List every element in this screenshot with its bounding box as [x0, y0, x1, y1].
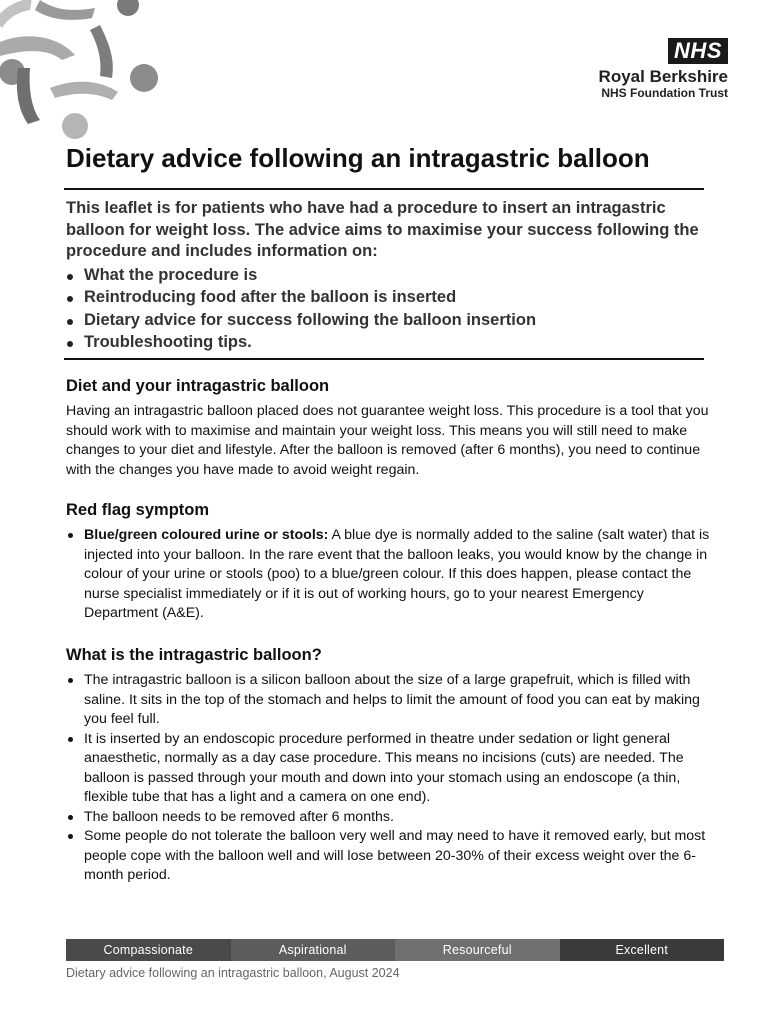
value-compassionate: Compassionate: [66, 939, 231, 961]
list-item: Some people do not tolerate the balloon very well and may need to have it removed early, but most people cope with the balloon well and will lose between 20-30% of their excess weight over the 6-month period.: [66, 827, 712, 886]
list-item: The balloon needs to be removed after 6 months.: [66, 808, 712, 828]
intro-divider: [64, 358, 704, 360]
list-item: The intragastric balloon is a silicon balloon about the size of a large grapefruit, which is filled with saline. It sits in the top of the stomach and helps to limit the amount of food you can eat by making you feel full.: [66, 671, 712, 730]
red-flag-item: [66, 526, 712, 624]
footer-text: Dietary advice following an intragastric balloon, August 2024: [66, 966, 400, 980]
nhs-trust-logo: [599, 38, 728, 100]
section-heading: Red flag symptom: [66, 501, 210, 519]
section-heading: What is the intragastric balloon?: [66, 646, 322, 664]
value-aspirational: Aspirational: [231, 939, 396, 961]
intro-list: [66, 264, 706, 354]
intro-summary: [66, 198, 706, 354]
value-excellent: Excellent: [560, 939, 725, 961]
section-heading: Diet and your intragastric balloon: [66, 377, 330, 395]
section-body: Having an intragastric balloon placed does not guarantee weight loss. This procedure is a tool that you should work with to maximise and maintain your weight loss. This means you will still need to make changes to your diet and lifestyle. After the balloon is removed (after 6 months), you need to continue with the changes you have made to avoid weight regain.: [66, 403, 709, 478]
nhs-badge: NHS: [668, 38, 728, 64]
page-title: Dietary advice following an intragastric balloon: [66, 143, 650, 173]
red-flag-text: A blue dye is normally added to the saline (salt water) that is injected into your balloon. In the rare event that the balloon leaks, you would know by the change in colour of your urine or stools (poo) to a blue/green colour. If this does happen, please contact the nurse specialist immediately or if it is out of working hours, go to your nearest Emergency Department (A&E).: [84, 527, 710, 621]
list-item: It is inserted by an endoscopic procedure performed in theatre under sedation or light general anaesthetic, normally as a day case procedure. This means no incisions (cuts) are needed. The balloon is passed through your mouth and down into your stomach using an endoscope (a thin, flexible tube that has a light and a camera on one end).: [66, 730, 712, 808]
red-flag-label: Blue/green coloured urine or stools:: [84, 527, 329, 543]
intro-text: This leaflet is for patients who have had a procedure to insert an intragastric balloon for weight loss. The advice aims to maximise your success following the procedure and includes information on:: [66, 199, 699, 260]
section-diet: [66, 376, 712, 480]
trust-subtitle: NHS Foundation Trust: [601, 86, 728, 100]
intro-list-item: What the procedure is: [66, 264, 706, 287]
intro-list-item: Troubleshooting tips.: [66, 331, 706, 354]
trust-name: Royal Berkshire: [598, 67, 728, 86]
trust-values-bar: [66, 939, 724, 961]
section-what-is: [66, 645, 712, 886]
trust-figures-logo-graphic: [0, 0, 170, 145]
intro-list-item: Reintroducing food after the balloon is inserted: [66, 286, 706, 309]
what-is-list: [66, 671, 712, 886]
intro-list-item: Dietary advice for success following the balloon insertion: [66, 309, 706, 332]
section-red-flag: [66, 500, 712, 624]
title-divider: [64, 188, 704, 190]
value-resourceful: Resourceful: [395, 939, 560, 961]
red-flag-list: [66, 526, 712, 624]
